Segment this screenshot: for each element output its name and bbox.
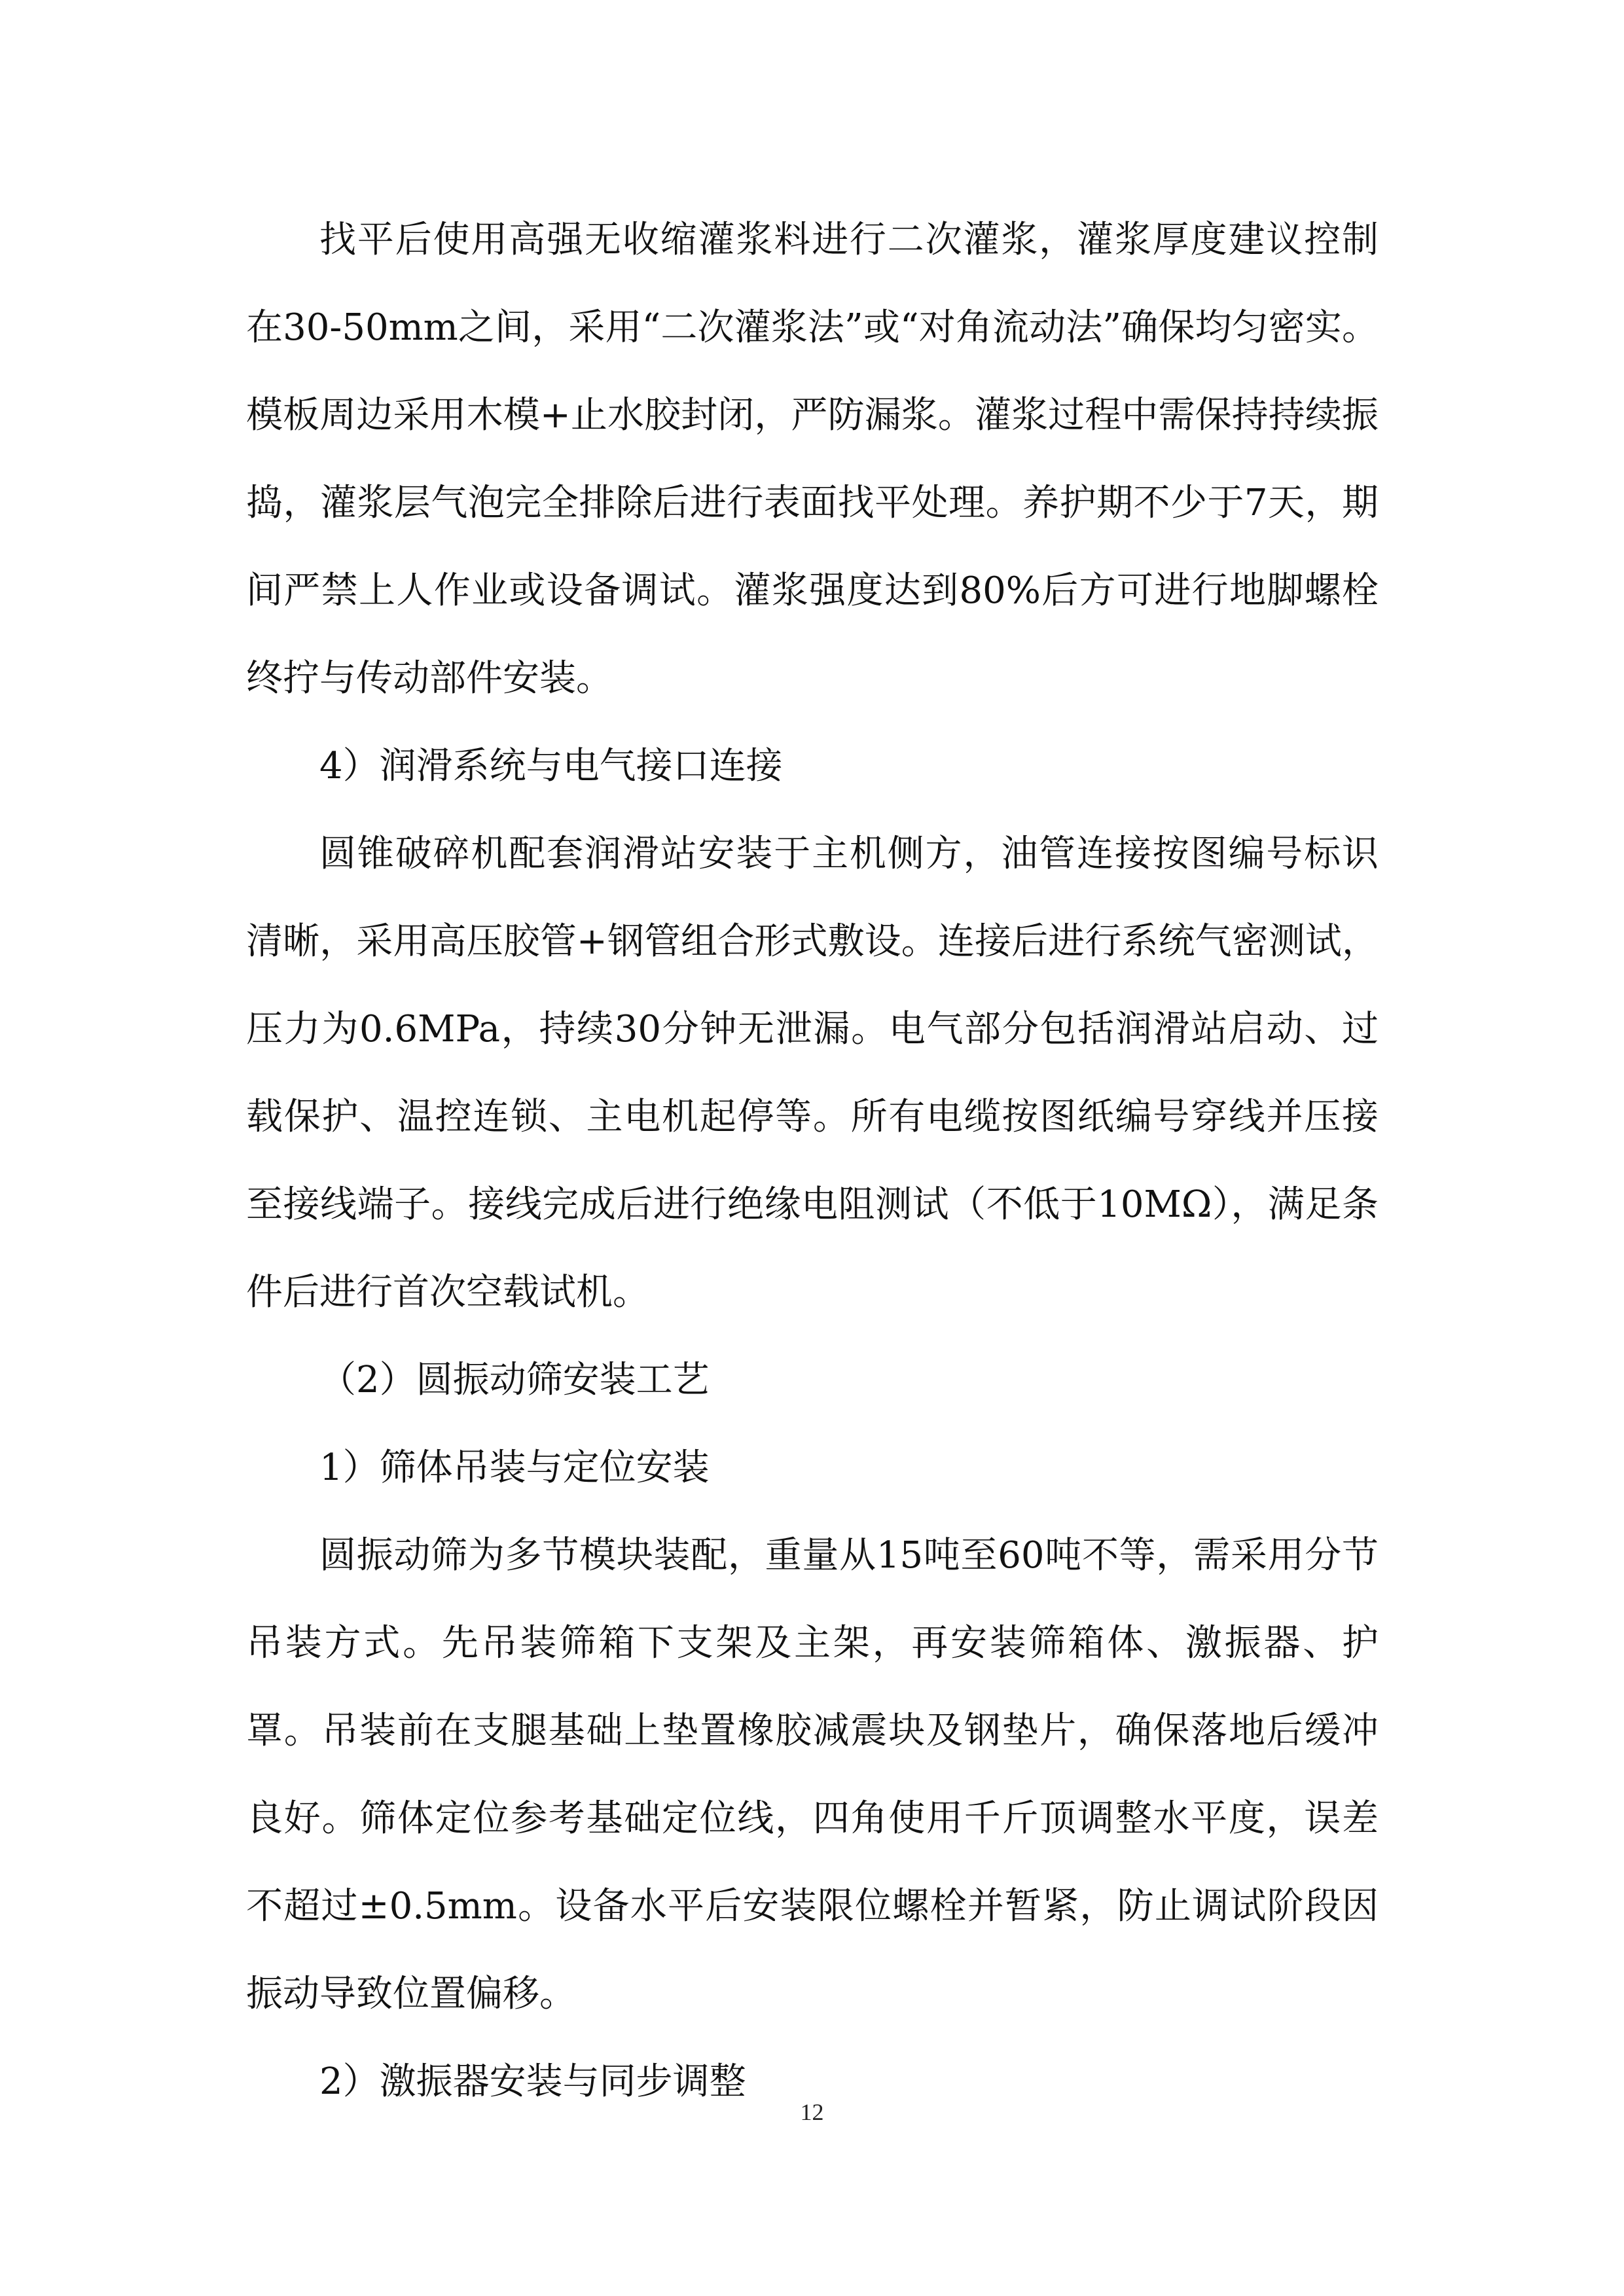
heading-lubrication-electrical: 4）润滑系统与电气接口连接 [319,745,783,787]
document-body [246,196,1379,2126]
heading-exciter-installation: 2）激振器安装与同步调整 [319,2060,746,2103]
heading-screen-hoisting: 1）筛体吊装与定位安装 [319,1446,710,1489]
heading-vibrating-screen-process: （2）圆振动筛安装工艺 [319,1359,710,1401]
paragraph-lubrication-electrical: 圆锥破碎机配套润滑站安装于主机侧方，油管连接按图编号标识清晰，采用高压胶管+钢管组合形式敷设。连接后进行系统气密测试，压力为0.6MPa，持续30分钟无泄漏。电气部分包括润滑站启动、过载保护、温控连锁、主电机起停等。所有电缆按图纸编号穿线并压接至接线端子。接线完成后进行绝缘电阻测试（不低于10MΩ），满足条件后进行首次空载试机。 [246,833,1379,1314]
paragraph-grouting: 找平后使用高强无收缩灌浆料进行二次灌浆，灌浆厚度建议控制在30-50mm之间，采用“二次灌浆法”或“对角流动法”确保均匀密实。模板周边采用木模+止水胶封闭，严防漏浆。灌浆过程中需保持持续振捣，灌浆层气泡完全排除后进行表面找平处理。养护期不少于7天，期间严禁上人作业或设备调试。灌浆强度达到80%后方可进行地脚螺栓终拧与传动部件安装。 [246,219,1379,700]
page-number: 12 [800,2099,824,2125]
paragraph-screen-hoisting: 圆振动筛为多节模块装配，重量从15吨至60吨不等，需采用分节吊装方式。先吊装筛箱下支架及主架，再安装筛箱体、激振器、护罩。吊装前在支腿基础上垫置橡胶减震块及钢垫片，确保落地后缓冲良好。筛体定位参考基础定位线，四角使用千斤顶调整水平度，误差不超过±0.5mm。设备水平后安装限位螺栓并暂紧，防止调试阶段因振动导致位置偏移。 [246,1534,1379,2015]
